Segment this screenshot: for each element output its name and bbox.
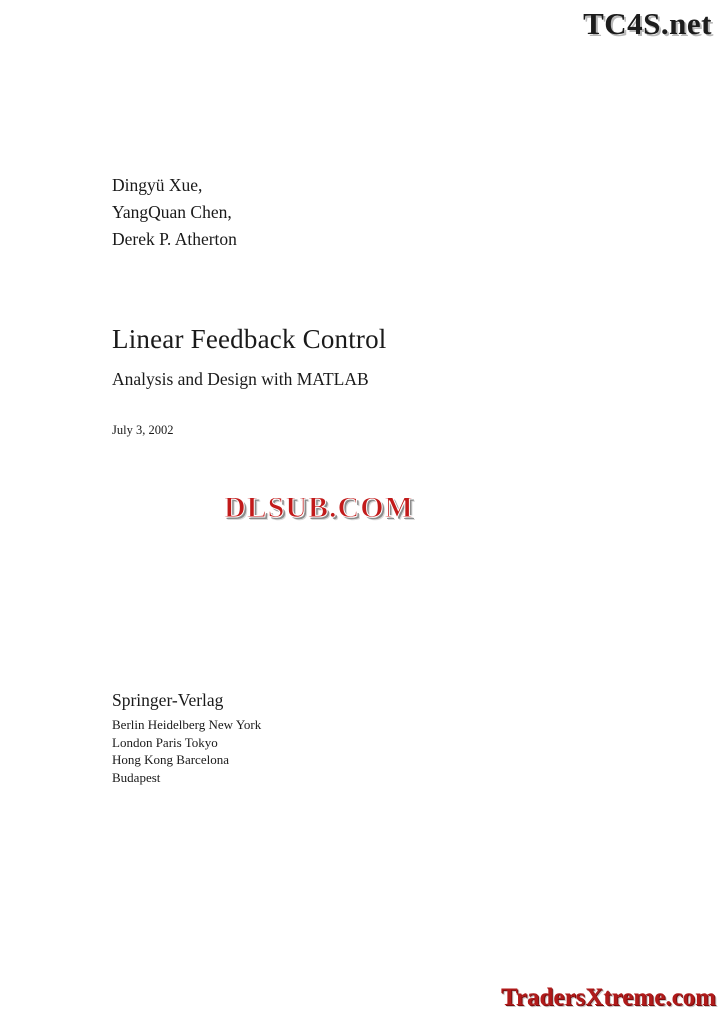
book-title: Linear Feedback Control: [112, 324, 387, 354]
publisher-city-line-2: London Paris Tokyo: [112, 734, 218, 750]
title-page: [112, 0, 632, 1024]
watermark-center-stamp: DLSUB.COM: [224, 491, 414, 524]
publisher-name: Springer-Verlag: [112, 690, 224, 710]
author-name-2: YangQuan Chen,: [112, 202, 232, 222]
author-name-3: Derek P. Atherton: [112, 229, 237, 249]
watermark-bottom-right: TradersXtreme.com: [501, 984, 716, 1011]
document-date: July 3, 2002: [112, 423, 174, 437]
author-name-1: Dingyü Xue,: [112, 175, 203, 195]
publisher-cities: [112, 716, 261, 786]
book-subtitle: Analysis and Design with MATLAB: [112, 369, 369, 389]
author-list: [112, 172, 237, 253]
watermark-top-right: TC4S.net: [583, 6, 712, 41]
publisher-city-line-4: Budapest: [112, 769, 161, 785]
publisher-city-line-1: Berlin Heidelberg New York: [112, 717, 262, 732]
publisher-city-line-3: Hong Kong Barcelona: [112, 752, 229, 767]
